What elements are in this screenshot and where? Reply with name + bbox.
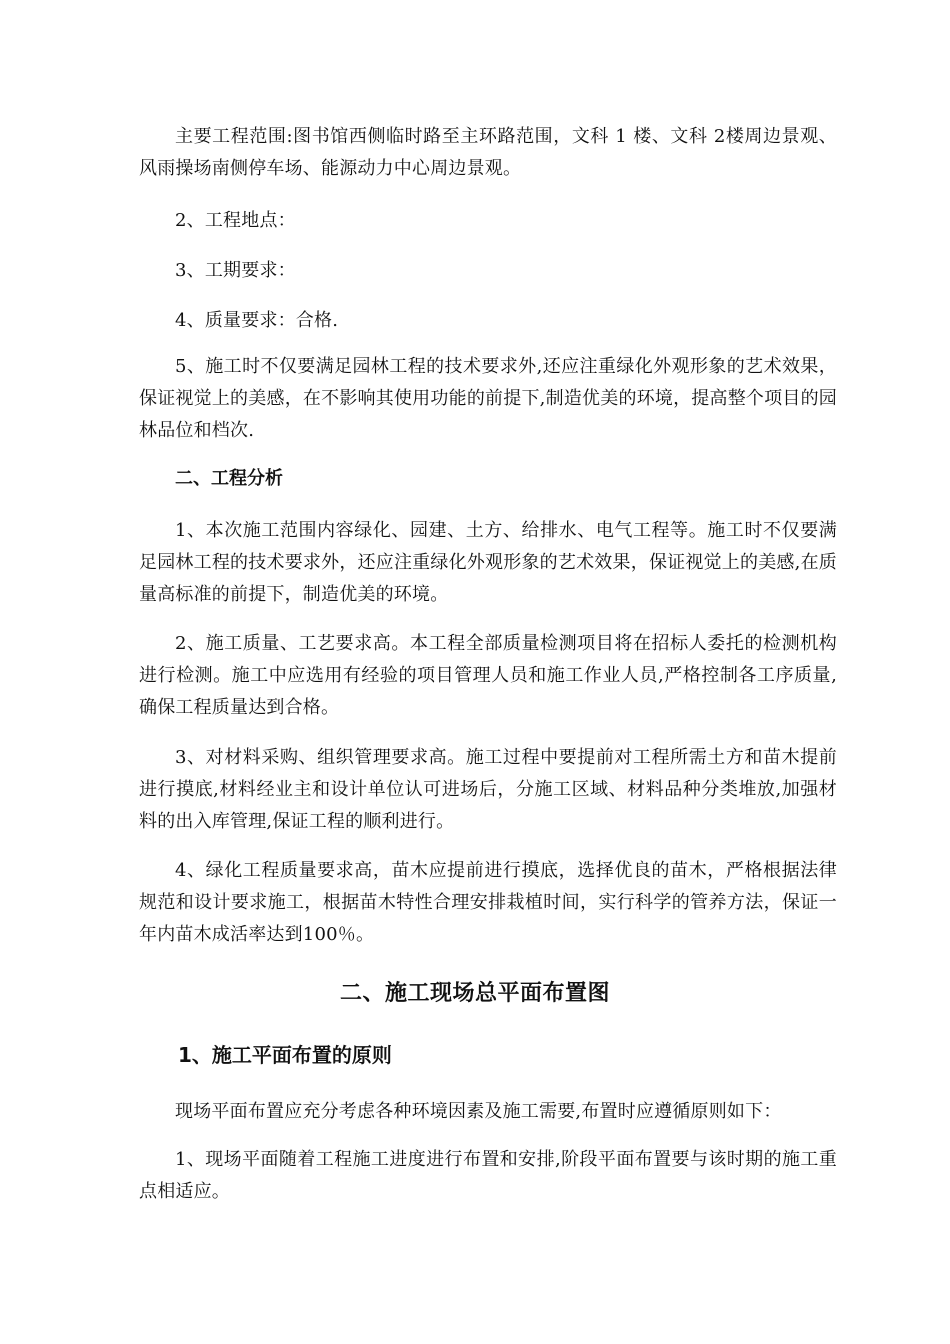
paragraph-analysis-greening: 4、绿化工程质量要求高，苗木应提前进行摸底，选择优良的苗木，严格根据法律规范和设计要求施工，根据苗木特性合理安排栽植时间，实行科学的管养方法，保证一年内苗木成活率达到100％。 — [139, 860, 837, 945]
subsection-heading-layout-principles: 1、施工平面布置的原则 — [178, 1043, 392, 1067]
paragraph-project-scope: 主要工程范围:图书馆西侧临时路至主环路范围，文科 1 楼、文科 2楼周边景观、风雨操场南侧停车场、能源动力中心周边景观。 — [139, 126, 837, 179]
paragraph-layout-principle-1: 1、现场平面随着工程施工进度进行布置和安排,阶段平面布置要与该时期的施工重点相适应。 — [139, 1149, 837, 1202]
paragraph-schedule-requirement: 3、工期要求： — [175, 260, 296, 281]
paragraph-layout-intro: 现场平面布置应充分考虑各种环境因素及施工需要,布置时应遵循原则如下： — [175, 1101, 782, 1122]
paragraph-analysis-scope: 1、本次施工范围内容绿化、园建、土方、给排水、电气工程等。施工时不仅要满足园林工程的技术要求外，还应注重绿化外观形象的艺术效果，保证视觉上的美感,在质量高标准的前提下，制造优美的环境。 — [139, 520, 837, 605]
paragraph-analysis-quality: 2、施工质量、工艺要求高。本工程全部质量检测项目将在招标人委托的检测机构进行检测。施工中应选用有经验的项目管理人员和施工作业人员,严格控制各工序质量,确保工程质量达到合格。 — [139, 633, 837, 718]
paragraph-construction-requirement: 5、施工时不仅要满足园林工程的技术要求外,还应注重绿化外观形象的艺术效果，保证视觉上的美感，在不影响其使用功能的前提下,制造优美的环境，提高整个项目的园林品位和档次. — [139, 356, 837, 441]
section-heading-site-layout: 二、施工现场总平面布置图 — [339, 981, 610, 1006]
paragraph-project-location: 2、工程地点： — [175, 210, 296, 231]
paragraph-analysis-materials: 3、对材料采购、组织管理要求高。施工过程中要提前对工程所需土方和苗木提前进行摸底,材料经业主和设计单位认可进场后，分施工区域、材料品种分类堆放,加强材料的出入库管理,保证工程的顺利进行。 — [139, 747, 837, 832]
paragraph-quality-requirement: 4、质量要求：合格. — [175, 310, 339, 331]
section-heading-analysis: 二、工程分析 — [175, 468, 283, 489]
